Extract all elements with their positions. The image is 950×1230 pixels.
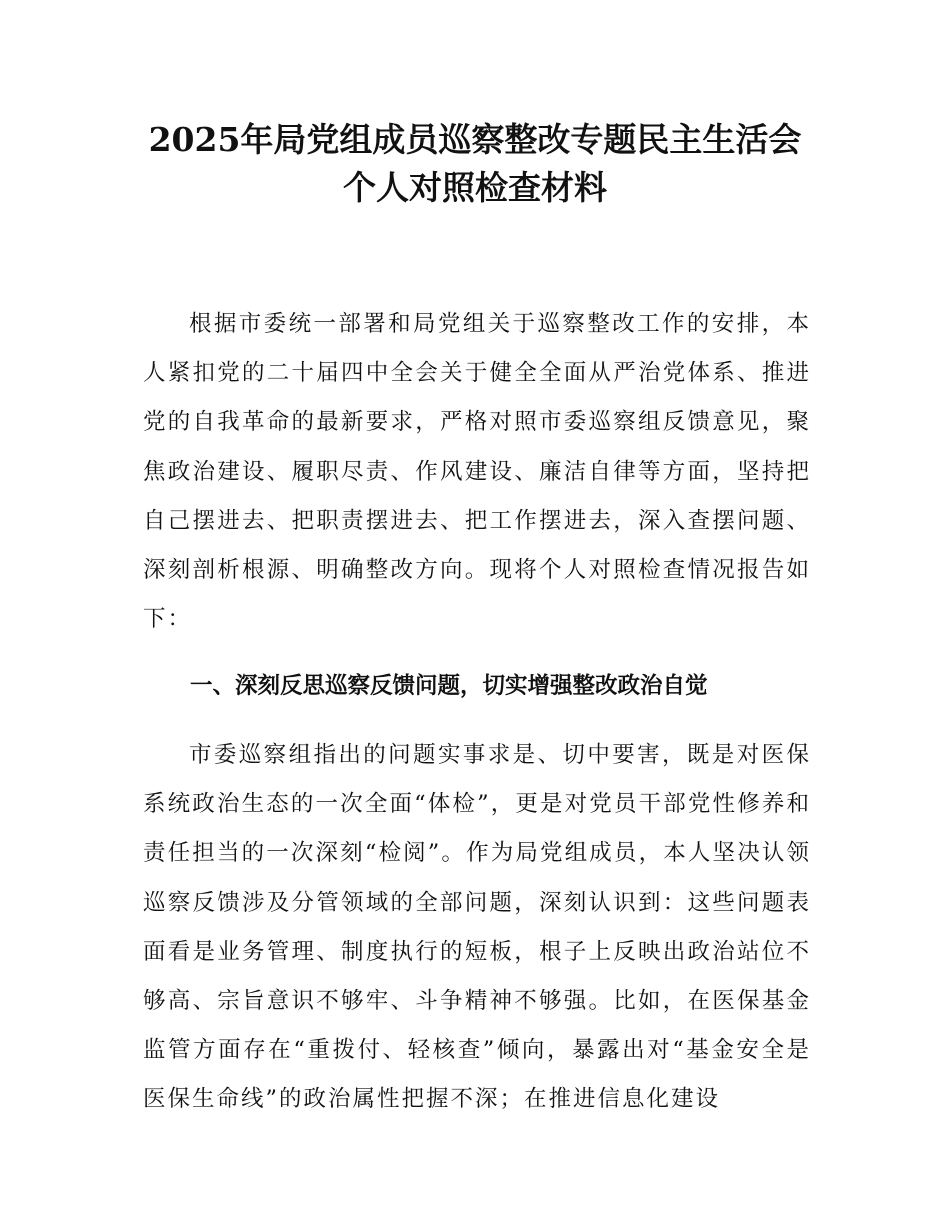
section-1-paragraph: 市委巡察组指出的问题实事求是、切中要害，既是对医保系统政治生态的一次全面“体检”，更是对党员干部党性修养和责任担当的一次深刻“检阅”。作为局党组成员，本人坚决认领巡察反馈涉及分管领域的全部问题，深刻认识到：这些问题表面看是业务管理、制度执行的短板，根子上反映出政治站位不够高、宗旨意识不够牢、斗争精神不够强。比如，在医保基金监管方面存在“重拨付、轻核查”倾向，暴露出对“基金安全是医保生命线”的政治属性把握不深；在推进信息化建设 (143, 742, 811, 1113)
document-title-line-1: 2025年局党组成员巡察整改专题民主生活会 (148, 120, 802, 159)
section-1-heading: 一、深刻反思巡察反馈问题，切实增强整改政治自觉 (190, 673, 708, 699)
document-title-line-2: 个人对照检查材料 (343, 168, 607, 207)
intro-paragraph: 根据市委统一部署和局党组关于巡察整改工作的安排，本人紧扣党的二十届四中全会关于健全全面从严治党体系、推进党的自我革命的最新要求，严格对照市委巡察组反馈意见，聚焦政治建设、履职尽责、作风建设、廉洁自律等方面，坚持把自己摆进去、把职责摆进去、把工作摆进去，深入查摆问题、深刻剖析根源、明确整改方向。现将个人对照检查情况报告如下： (143, 311, 811, 633)
